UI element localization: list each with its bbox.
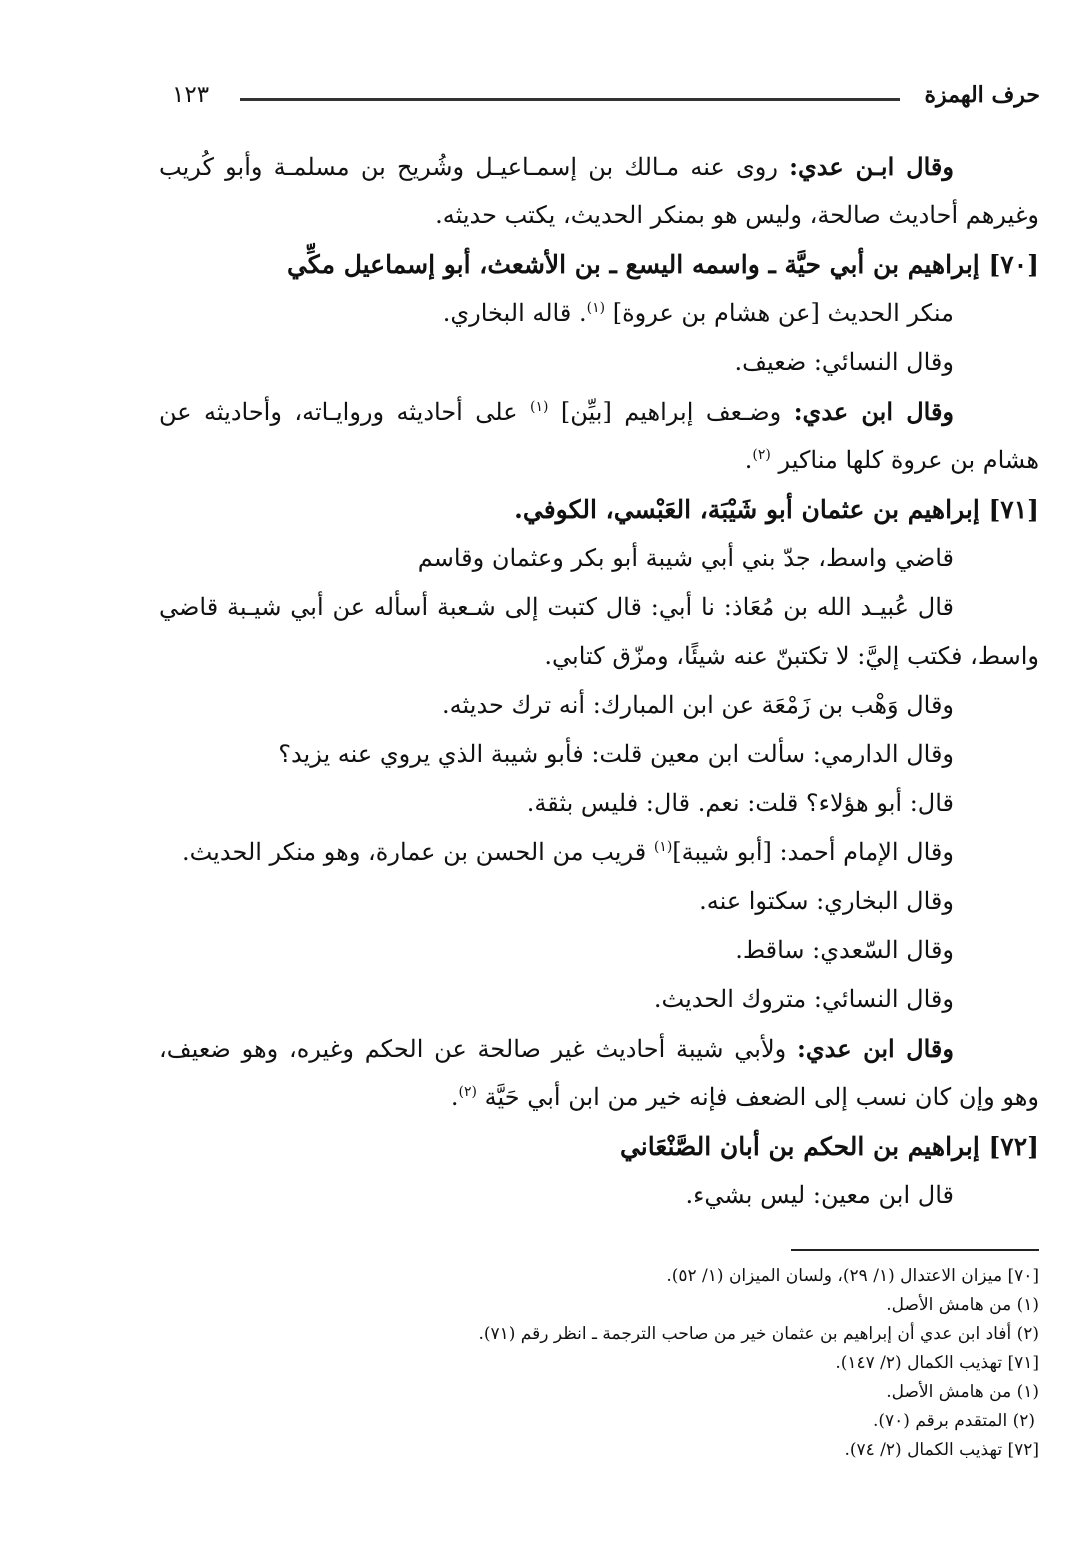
text-span: هشام بن عروة كلها مناكير <box>770 446 1039 474</box>
text-span: روى عنه مـالك بن إسمـاعيـل وشُريح بن مسلمـة وأبو كُريب <box>159 153 790 181</box>
footnote-ref: (١) <box>586 300 606 316</box>
text-line: وغيرهم أحاديث صالحة، وليس هو بمنكر الحديث، يكتب حديثه. <box>435 201 1039 229</box>
text-span: منكر الحديث [عن هشام بن عروة] <box>605 299 954 327</box>
text-line: واسط، فكتب إليَّ: لا تكتبنّ عنه شيئًا، ومزّق كتابي. <box>544 642 1039 670</box>
text-line: قال عُبيـد الله بن مُعَاذ: نا أبي: قال كتبت إلى شـعبة أسأله عن أبي شيـبة قاضي <box>159 593 954 621</box>
main-text <box>159 142 1039 1220</box>
speaker-label: وقال ابـن عدي: <box>789 152 954 181</box>
text-line: وقال الدارمي: سألت ابن معين قلت: فأبو شيبة الذي يروي عنه يزيد؟ <box>278 740 954 768</box>
footnote: (١) من هامش الأصل. <box>886 1295 1039 1315</box>
text-line: قال ابن معين: ليس بشيء. <box>685 1181 954 1209</box>
footnote-ref: (٢) <box>752 447 771 463</box>
footnote-ref: (١) <box>653 839 673 855</box>
text-line: وقال السّعدي: ساقط. <box>735 936 954 964</box>
footnote: (١) من هامش الأصل. <box>886 1382 1039 1402</box>
text-line: وقال النسائي: ضعيف. <box>734 348 954 376</box>
text-span: وقال الإمام أحمد: [أبو شيبة] <box>672 838 954 866</box>
footnote-ref: (١) <box>529 399 549 415</box>
speaker-label: وقال ابن عدي: <box>793 397 955 426</box>
text-line: قاضي واسط، جدّ بني أبي شيبة أبو بكر وعثمان وقاسم <box>417 544 954 572</box>
running-header <box>160 78 1040 118</box>
entry-heading-70: [٧٠] إبراهيم بن أبي حيَّة ـ واسمه اليسع ـ بن الأشعث، أبو إسماعيل مكِّي <box>286 250 1039 279</box>
footnotes <box>159 1262 1039 1465</box>
text-line: قال: أبو هؤلاء؟ قلت: نعم. قال: فليس بثقة. <box>526 789 954 817</box>
footnote-separator <box>791 1249 1039 1251</box>
page-number: ١٢٣ <box>172 82 210 108</box>
text-line: وقال البخاري: سكتوا عنه. <box>699 887 954 915</box>
entry-heading-72: [٧٢] إبراهيم بن الحكم بن أبان الصَّنْعَاني <box>619 1132 1039 1161</box>
text-span: وهو وإن كان نسب إلى الضعف فإنه خير من ابن أبي حَيَّة <box>477 1083 1039 1111</box>
footnote: (٢) المتقدم برقم (٧٠). <box>872 1411 1035 1431</box>
text-line <box>159 436 1039 485</box>
text-line <box>159 289 1039 338</box>
text-span: وضـعف إبراهيم [بيِّن] <box>548 398 794 426</box>
header-rule <box>240 98 900 101</box>
footnote: [٧٠] ميزان الاعتدال (١/ ٢٩)، ولسان الميزان (١/ ٥٢). <box>666 1266 1039 1286</box>
text-span: . <box>744 446 753 474</box>
text-span: على أحاديثه وروايـاته، وأحاديثه عن <box>159 398 530 426</box>
text-line <box>159 828 1039 877</box>
footnote: (٢) أفاد ابن عدي أن إبراهيم بن عثمان خير من صاحب الترجمة ـ انظر رقم (٧١). <box>478 1324 1039 1344</box>
footnote: [٧٢] تهذيب الكمال (٢/ ٧٤). <box>844 1440 1039 1460</box>
speaker-label: وقال ابن عدي: <box>797 1034 954 1063</box>
text-span: . <box>450 1083 459 1111</box>
text-line: وقال النسائي: متروك الحديث. <box>653 985 954 1013</box>
text-line <box>159 387 1039 436</box>
text-span: ولأبي شيبة أحاديث غير صالحة عن الحكم وغيره، وهو ضعيف، <box>159 1035 797 1063</box>
text-span: قريب من الحسن بن عمارة، وهو منكر الحديث. <box>181 838 654 866</box>
text-line <box>159 142 1039 191</box>
text-span: . قاله البخاري. <box>442 299 587 327</box>
text-line <box>159 1073 1039 1122</box>
text-line <box>159 1024 1039 1073</box>
entry-heading-71: [٧١] إبراهيم بن عثمان أبو شَيْبَة، العَبْسي، الكوفي. <box>514 495 1039 524</box>
chapter-title: حرف الهمزة <box>924 82 1040 108</box>
footnote-ref: (٢) <box>458 1084 478 1100</box>
text-line: وقال وَهْب بن زَمْعَة عن ابن المبارك: أنه ترك حديثه. <box>442 691 954 719</box>
footnote: [٧١] تهذيب الكمال (٢/ ١٤٧). <box>835 1353 1039 1373</box>
